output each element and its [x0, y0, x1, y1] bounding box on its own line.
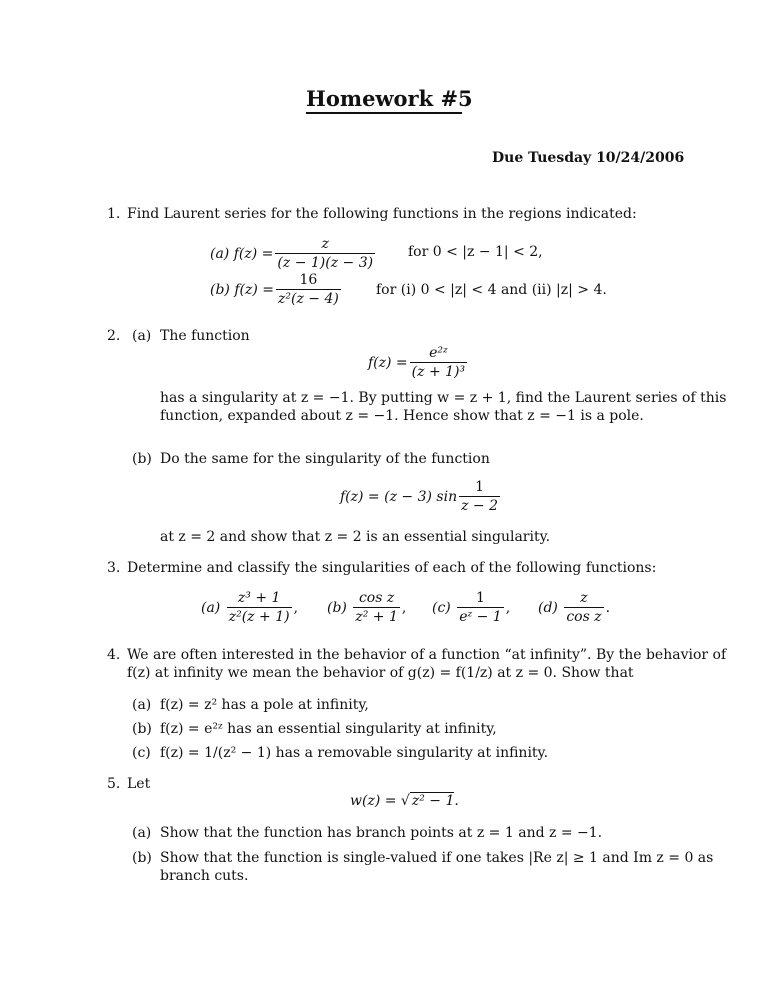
problem-1-text: Find Laurent series for the following functions in the regions indicated: [127, 206, 637, 222]
numerator: e²ᶻ [429, 345, 448, 361]
part-label: (a) [210, 245, 230, 262]
problem-4-line1: We are often interested in the behavior of a function “at infinity”. By the behavior of [127, 647, 727, 663]
numerator: z [321, 236, 329, 252]
problem-3a [201, 590, 298, 625]
part-label: (c) [432, 599, 451, 616]
radicand: z² − 1 [411, 793, 455, 809]
problem-2b-label: (b) [132, 451, 152, 467]
punctuation: . [454, 793, 459, 809]
problem-2a-line2: function, expanded about z = −1. Hence show that z = −1 is a pole. [160, 408, 644, 424]
fraction [353, 590, 400, 625]
part-label: (b) [210, 281, 230, 298]
problem-5-number: 5. [107, 776, 121, 792]
fraction [564, 590, 603, 625]
problem-5b-line1: Show that the function is single-valued if one takes |Re z| ≥ 1 and Im z = 0 as [160, 850, 714, 866]
problem-2a-intro: The function [160, 328, 250, 344]
problem-2b-line: at z = 2 and show that z = 2 is an essential singularity. [160, 529, 551, 545]
problem-2b-intro: Do the same for the singularity of the function [160, 451, 490, 467]
lhs: f(z) = (z − 3) sin [340, 488, 458, 505]
punctuation: . [605, 599, 611, 616]
due-date: Due Tuesday 10/24/2006 [492, 150, 685, 166]
denominator: eᶻ − 1 [459, 609, 502, 625]
problem-5b-label: (b) [132, 850, 152, 866]
lhs: f(z) = [233, 245, 274, 262]
problem-3b [327, 590, 406, 625]
denominator: z²(z + 1) [228, 609, 290, 625]
numerator: z³ + 1 [237, 590, 281, 606]
problem-4a-text: f(z) = z² has a pole at infinity, [160, 697, 369, 713]
denominator: z − 2 [461, 498, 499, 514]
problem-2a-label: (a) [132, 328, 152, 344]
part-label: (d) [538, 599, 558, 616]
numerator: z [580, 590, 588, 606]
fraction [410, 345, 467, 380]
numerator: 1 [475, 590, 485, 606]
problem-3-number: 3. [107, 560, 121, 576]
problem-5-equation [350, 793, 459, 809]
part-label: (a) [201, 599, 221, 616]
problem-5-text: Let [127, 776, 151, 792]
problem-3-text: Determine and classify the singularities of each of the following functions: [127, 560, 657, 576]
problem-1a-equation [210, 236, 377, 271]
problem-3d [538, 590, 610, 625]
problem-2a-equation [368, 345, 469, 380]
denominator: (z + 1)³ [411, 364, 466, 380]
problem-1-number: 1. [107, 206, 121, 222]
problem-5a-label: (a) [132, 825, 152, 841]
problem-1b-equation [210, 272, 343, 307]
page-title: Homework #5 [306, 86, 473, 111]
fraction [459, 479, 500, 514]
denominator: (z − 1)(z − 3) [277, 255, 374, 271]
numerator: cos z [358, 590, 395, 606]
punctuation: , [401, 599, 407, 616]
denominator: z² + 1 [355, 609, 398, 625]
fraction [275, 236, 375, 271]
problem-4-number: 4. [107, 647, 121, 663]
problem-4b-text: f(z) = e²ᶻ has an essential singularity at infinity, [160, 721, 497, 737]
part-label: (b) [327, 599, 347, 616]
fraction [276, 272, 341, 307]
numerator: 16 [299, 272, 318, 288]
problem-1a-region: for 0 < |z − 1| < 2, [408, 244, 543, 260]
problem-4-line2: f(z) at infinity we mean the behavior of g(z) = f(1/z) at z = 0. Show that [127, 665, 634, 681]
problem-5a-text: Show that the function has branch points at z = 1 and z = −1. [160, 825, 603, 841]
problem-2a-line1: has a singularity at z = −1. By putting w = z + 1, find the Laurent series of this [160, 390, 727, 406]
problem-4a-label: (a) [132, 697, 152, 713]
denominator: z²(z − 4) [278, 291, 339, 307]
lhs: f(z) = [368, 354, 408, 371]
problem-2-number: 2. [107, 328, 121, 344]
fraction [457, 590, 503, 625]
lhs: w(z) = √ [350, 793, 410, 809]
problem-5b-line2: branch cuts. [160, 868, 249, 884]
problem-4b-label: (b) [132, 721, 152, 737]
problem-2b-equation [340, 479, 502, 514]
problem-4c-label: (c) [132, 745, 151, 761]
title-underline [306, 112, 462, 114]
problem-3c [432, 590, 510, 625]
problem-1b-region: for (i) 0 < |z| < 4 and (ii) |z| > 4. [376, 282, 607, 298]
problem-4c-text: f(z) = 1/(z² − 1) has a removable singularity at infinity. [160, 745, 549, 761]
fraction [227, 590, 292, 625]
denominator: cos z [566, 609, 602, 625]
numerator: 1 [475, 479, 485, 495]
lhs: f(z) = [234, 281, 275, 298]
punctuation: , [505, 599, 511, 616]
punctuation: , [293, 599, 299, 616]
